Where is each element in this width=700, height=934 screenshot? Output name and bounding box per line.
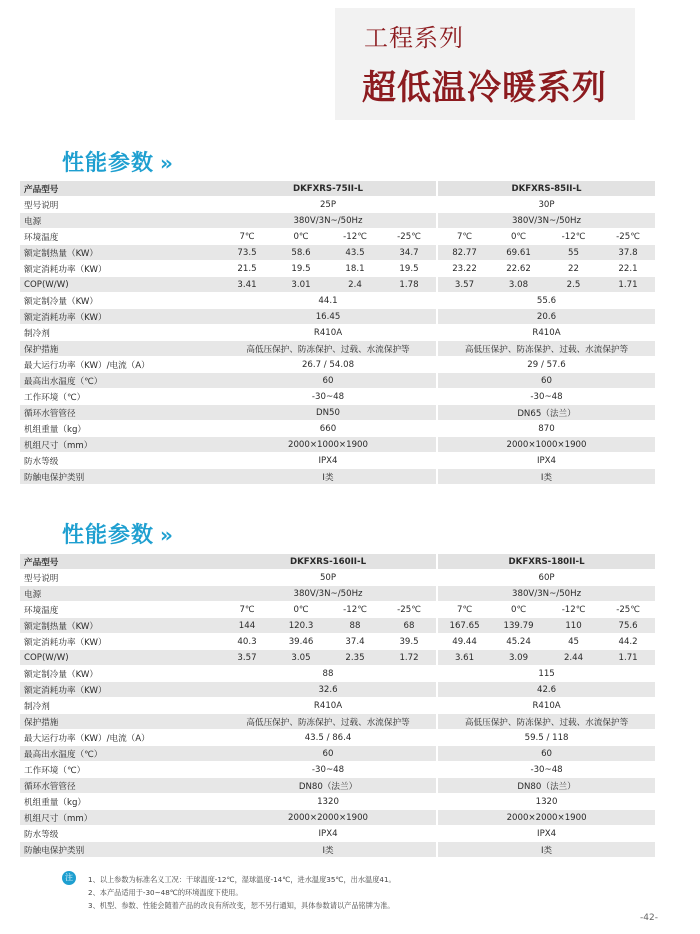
- cell-value: 144: [220, 618, 274, 634]
- note-item: 1、以上参数为标准名义工况：干球温度-12℃，湿球温度-14℃，进水温度35℃，出水温度41。: [88, 875, 396, 884]
- row-label: 电源: [20, 586, 220, 602]
- row-label: 额定制冷量（KW）: [20, 293, 220, 309]
- cell-value: 23.22: [436, 261, 491, 277]
- cell-value: 20.6: [436, 309, 655, 325]
- cell-value: -25℃: [382, 229, 436, 245]
- table-row: [20, 778, 655, 794]
- cell-value: 82.77: [436, 245, 491, 261]
- cell-value: 660: [220, 421, 436, 437]
- cell-value: 3.41: [220, 277, 274, 293]
- chevron-right-icon: »: [160, 523, 174, 547]
- row-label: 型号说明: [20, 570, 220, 586]
- row-label: 防水等级: [20, 826, 220, 842]
- spec-table-2: [20, 554, 655, 858]
- table-row: [20, 437, 655, 453]
- cell-value: 16.45: [220, 309, 436, 325]
- table-row: [20, 666, 655, 682]
- cell-value: I类: [436, 842, 655, 858]
- note-item: 2、本产品适用于-30~48℃的环境温度下使用。: [88, 888, 243, 897]
- cell-value: 3.05: [274, 650, 328, 666]
- cell-value: 68: [382, 618, 436, 634]
- cell-value: 19.5: [274, 261, 328, 277]
- table-row: [20, 405, 655, 421]
- cell-value: 22.62: [491, 261, 546, 277]
- row-label: 产品型号: [20, 554, 220, 570]
- table-row: [20, 554, 655, 570]
- model-name: DKFXRS-75II-L: [220, 181, 436, 197]
- cell-value: 58.6: [274, 245, 328, 261]
- cell-value: 88: [328, 618, 382, 634]
- note-item: 3、机型、参数、性能会随着产品的改良有所改变，恕不另行通知，具体参数请以产品铭牌为准。: [88, 901, 395, 910]
- cell-value: R410A: [220, 698, 436, 714]
- row-label: 机组尺寸（mm）: [20, 810, 220, 826]
- cell-value: 26.7 / 54.08: [220, 357, 436, 373]
- table-row: [20, 181, 655, 197]
- table-row: [20, 389, 655, 405]
- cell-value: 25P: [220, 197, 436, 213]
- cell-value: 45.24: [491, 634, 546, 650]
- cell-value: -12℃: [546, 229, 601, 245]
- cell-value: 2000×2000×1900: [436, 810, 655, 826]
- table-row: [20, 602, 655, 618]
- cell-value: 60P: [436, 570, 655, 586]
- cell-value: 380V/3N~/50Hz: [436, 213, 655, 229]
- series-title: 超低温冷暖系列: [362, 68, 607, 108]
- cell-value: 22: [546, 261, 601, 277]
- cell-value: 2000×1000×1900: [436, 437, 655, 453]
- table-row: [20, 293, 655, 309]
- cell-value: 40.3: [220, 634, 274, 650]
- cell-value: 32.6: [220, 682, 436, 698]
- cell-value: -25℃: [382, 602, 436, 618]
- cell-value: R410A: [220, 325, 436, 341]
- cell-value: DN65（法兰）: [436, 405, 655, 421]
- cell-value: 7℃: [220, 229, 274, 245]
- cell-value: DN80（法兰）: [220, 778, 436, 794]
- cell-value: 380V/3N~/50Hz: [220, 586, 436, 602]
- cell-value: DN80（法兰）: [436, 778, 655, 794]
- section-title-text: 性能参数: [62, 523, 155, 548]
- cell-value: 1.71: [601, 277, 655, 293]
- cell-value: 45: [546, 634, 601, 650]
- cell-value: 167.65: [436, 618, 491, 634]
- cell-value: 3.57: [436, 277, 491, 293]
- cell-value: -25℃: [601, 602, 655, 618]
- cell-value: 2000×2000×1900: [220, 810, 436, 826]
- cell-value: 60: [220, 746, 436, 762]
- cell-value: 870: [436, 421, 655, 437]
- cell-value: IPX4: [220, 826, 436, 842]
- cell-value: 18.1: [328, 261, 382, 277]
- spec-table-1: [20, 181, 655, 485]
- cell-value: 3.61: [436, 650, 491, 666]
- cell-value: 19.5: [382, 261, 436, 277]
- table-row: [20, 373, 655, 389]
- cell-value: 7℃: [220, 602, 274, 618]
- cell-value: 30P: [436, 197, 655, 213]
- cell-value: -30~48: [220, 762, 436, 778]
- row-label: COP(W/W): [20, 650, 220, 666]
- cell-value: IPX4: [436, 453, 655, 469]
- row-label: 电源: [20, 213, 220, 229]
- row-label: 最大运行功率（KW）/电流（A）: [20, 730, 220, 746]
- table-row: [20, 245, 655, 261]
- row-label: 额定消耗功率（KW）: [20, 261, 220, 277]
- cell-value: 1.78: [382, 277, 436, 293]
- table-row: [20, 469, 655, 485]
- cell-value: 0℃: [491, 602, 546, 618]
- cell-value: 69.61: [491, 245, 546, 261]
- table-row: [20, 570, 655, 586]
- cell-value: 50P: [220, 570, 436, 586]
- table-row: [20, 762, 655, 778]
- table-row: [20, 453, 655, 469]
- cell-value: 2.44: [546, 650, 601, 666]
- table-row: [20, 810, 655, 826]
- table-row: [20, 325, 655, 341]
- row-label: 最高出水温度（℃）: [20, 373, 220, 389]
- table-row: [20, 842, 655, 858]
- cell-value: 3.08: [491, 277, 546, 293]
- cell-value: 37.4: [328, 634, 382, 650]
- row-label: 工作环境（℃）: [20, 389, 220, 405]
- cell-value: 3.01: [274, 277, 328, 293]
- model-name: DKFXRS-160II-L: [220, 554, 436, 570]
- cell-value: 21.5: [220, 261, 274, 277]
- notes: [68, 873, 396, 912]
- row-label: 循环水管管径: [20, 405, 220, 421]
- cell-value: 1.72: [382, 650, 436, 666]
- cell-value: IPX4: [436, 826, 655, 842]
- table-row: [20, 229, 655, 245]
- cell-value: -25℃: [601, 229, 655, 245]
- row-label: 环境温度: [20, 602, 220, 618]
- cell-value: 高低压保护、防冻保护、过载、水流保护等: [220, 714, 436, 730]
- cell-value: 22.1: [601, 261, 655, 277]
- cell-value: 59.5 / 118: [436, 730, 655, 746]
- cell-value: 7℃: [436, 602, 491, 618]
- cell-value: 49.44: [436, 634, 491, 650]
- cell-value: I类: [220, 469, 436, 485]
- row-label: COP(W/W): [20, 277, 220, 293]
- row-label: 最大运行功率（KW）/电流（A）: [20, 357, 220, 373]
- row-label: 型号说明: [20, 197, 220, 213]
- table-row: [20, 341, 655, 357]
- table-row: [20, 826, 655, 842]
- cell-value: 115: [436, 666, 655, 682]
- row-label: 防触电保护类别: [20, 469, 220, 485]
- row-label: 机组尺寸（mm）: [20, 437, 220, 453]
- note-badge: 注: [62, 871, 76, 885]
- cell-value: 43.5: [328, 245, 382, 261]
- model-name: DKFXRS-180II-L: [436, 554, 655, 570]
- cell-value: R410A: [436, 325, 655, 341]
- cell-value: 2.4: [328, 277, 382, 293]
- table-row: [20, 213, 655, 229]
- cell-value: 29 / 57.6: [436, 357, 655, 373]
- cell-value: 380V/3N~/50Hz: [436, 586, 655, 602]
- cell-value: 55.6: [436, 293, 655, 309]
- cell-value: 0℃: [274, 602, 328, 618]
- page-number: -42-: [640, 913, 658, 923]
- chevron-right-icon: »: [160, 151, 174, 175]
- model-name: DKFXRS-85II-L: [436, 181, 655, 197]
- cell-value: 2.35: [328, 650, 382, 666]
- cell-value: 44.2: [601, 634, 655, 650]
- row-label: 额定制热量（KW）: [20, 618, 220, 634]
- table-row: [20, 650, 655, 666]
- cell-value: -30~48: [220, 389, 436, 405]
- table-row: [20, 261, 655, 277]
- table-row: [20, 682, 655, 698]
- cell-value: I类: [220, 842, 436, 858]
- row-label: 保护措施: [20, 714, 220, 730]
- cell-value: 73.5: [220, 245, 274, 261]
- row-label: 额定制热量（KW）: [20, 245, 220, 261]
- table-row: [20, 714, 655, 730]
- table-row: [20, 357, 655, 373]
- cell-value: 60: [436, 373, 655, 389]
- table-row: [20, 586, 655, 602]
- cell-value: 2000×1000×1900: [220, 437, 436, 453]
- cell-value: 120.3: [274, 618, 328, 634]
- row-label: 循环水管管径: [20, 778, 220, 794]
- cell-value: 34.7: [382, 245, 436, 261]
- cell-value: 60: [220, 373, 436, 389]
- table-row: [20, 730, 655, 746]
- cell-value: 88: [220, 666, 436, 682]
- row-label: 额定消耗功率（KW）: [20, 682, 220, 698]
- table-row: [20, 634, 655, 650]
- table-row: [20, 277, 655, 293]
- cell-value: 39.5: [382, 634, 436, 650]
- row-label: 机组重量（kg）: [20, 421, 220, 437]
- table-row: [20, 746, 655, 762]
- cell-value: IPX4: [220, 453, 436, 469]
- series-subtitle: 工程系列: [364, 24, 464, 52]
- row-label: 制冷剂: [20, 325, 220, 341]
- cell-value: -12℃: [328, 602, 382, 618]
- cell-value: 0℃: [274, 229, 328, 245]
- cell-value: 139.79: [491, 618, 546, 634]
- cell-value: -30~48: [436, 762, 655, 778]
- cell-value: 60: [436, 746, 655, 762]
- table-row: [20, 309, 655, 325]
- cell-value: 高低压保护、防冻保护、过载、水流保护等: [436, 341, 655, 357]
- row-label: 机组重量（kg）: [20, 794, 220, 810]
- cell-value: 3.09: [491, 650, 546, 666]
- row-label: 防触电保护类别: [20, 842, 220, 858]
- cell-value: 1320: [220, 794, 436, 810]
- table-row: [20, 698, 655, 714]
- row-label: 额定制冷量（KW）: [20, 666, 220, 682]
- cell-value: -12℃: [546, 602, 601, 618]
- row-label: 保护措施: [20, 341, 220, 357]
- cell-value: 39.46: [274, 634, 328, 650]
- row-label: 额定消耗功率（KW）: [20, 309, 220, 325]
- cell-value: 高低压保护、防冻保护、过载、水流保护等: [220, 341, 436, 357]
- cell-value: 2.5: [546, 277, 601, 293]
- cell-value: 37.8: [601, 245, 655, 261]
- row-label: 产品型号: [20, 181, 220, 197]
- cell-value: 44.1: [220, 293, 436, 309]
- cell-value: 1320: [436, 794, 655, 810]
- cell-value: -30~48: [436, 389, 655, 405]
- row-label: 制冷剂: [20, 698, 220, 714]
- cell-value: 高低压保护、防冻保护、过载、水流保护等: [436, 714, 655, 730]
- cell-value: 43.5 / 86.4: [220, 730, 436, 746]
- cell-value: 42.6: [436, 682, 655, 698]
- row-label: 额定消耗功率（KW）: [20, 634, 220, 650]
- section-title-text: 性能参数: [62, 151, 155, 176]
- cell-value: DN50: [220, 405, 436, 421]
- table-row: [20, 197, 655, 213]
- cell-value: 380V/3N~/50Hz: [220, 213, 436, 229]
- table-row: [20, 421, 655, 437]
- row-label: 工作环境（℃）: [20, 762, 220, 778]
- cell-value: -12℃: [328, 229, 382, 245]
- cell-value: 75.6: [601, 618, 655, 634]
- cell-value: 110: [546, 618, 601, 634]
- cell-value: I类: [436, 469, 655, 485]
- row-label: 最高出水温度（℃）: [20, 746, 220, 762]
- row-label: 防水等级: [20, 453, 220, 469]
- table-row: [20, 794, 655, 810]
- cell-value: R410A: [436, 698, 655, 714]
- row-label: 环境温度: [20, 229, 220, 245]
- cell-value: 1.71: [601, 650, 655, 666]
- section-title-2: [62, 518, 174, 549]
- section-title-1: [62, 146, 174, 177]
- cell-value: 0℃: [491, 229, 546, 245]
- table-row: [20, 618, 655, 634]
- cell-value: 55: [546, 245, 601, 261]
- cell-value: 3.57: [220, 650, 274, 666]
- cell-value: 7℃: [436, 229, 491, 245]
